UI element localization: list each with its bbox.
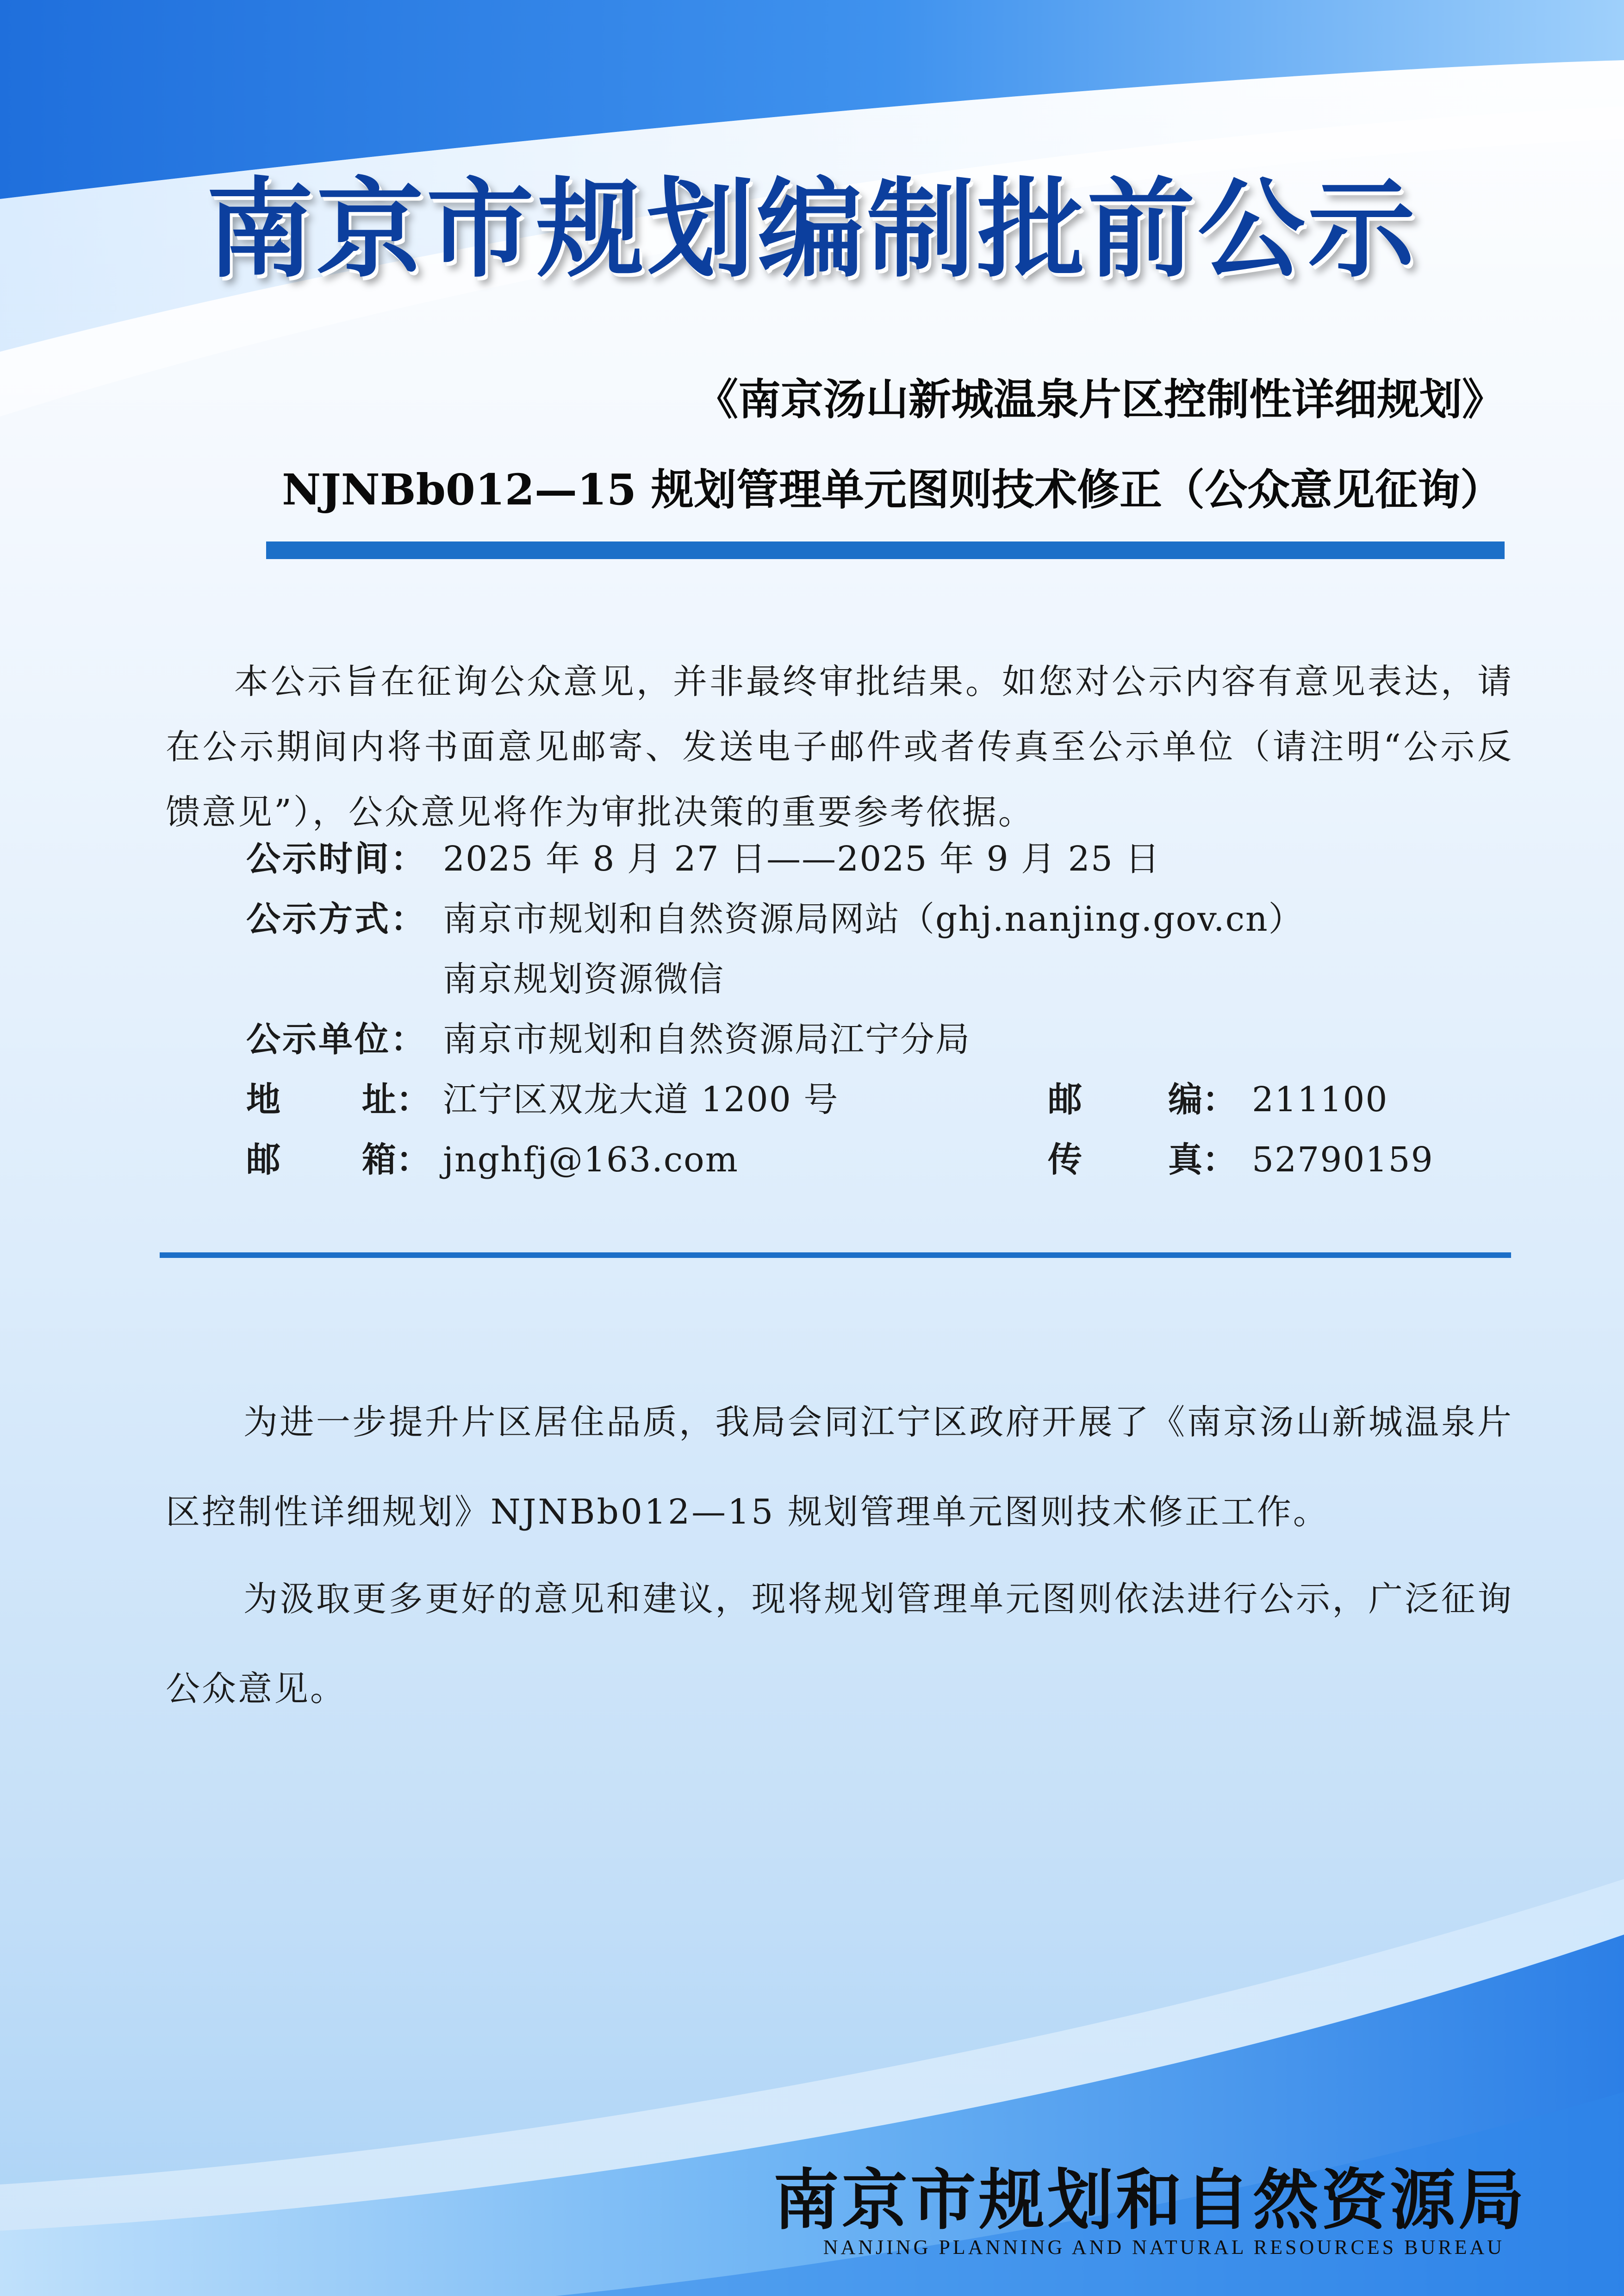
subtitle-plan-unit: NJNBb012—15 规划管理单元图则技术修正（公众意见征询） — [282, 465, 1503, 515]
info-row-method — [246, 889, 1434, 949]
time-label: 公示时间： — [246, 839, 427, 879]
info-row-address — [246, 1070, 1434, 1130]
subtitle-plan-name: 《南京汤山新城温泉片区控制性详细规划》 — [695, 374, 1505, 424]
address-label: 地 址： — [246, 1080, 430, 1120]
unit-label: 公示单位： — [246, 1020, 427, 1059]
method-value-wechat: 南京规划资源微信 — [443, 959, 724, 999]
main-title: 南京市规划编制批前公示 — [206, 166, 1418, 292]
footer-org-name-en: NANJING PLANNING AND NATURAL RESOURCES BUREAU — [823, 2236, 1505, 2259]
top-divider — [266, 541, 1505, 559]
unit-value: 南京市规划和自然资源局江宁分局 — [443, 1020, 971, 1059]
info-row-method-2 — [246, 949, 1434, 1009]
method-value-website: 南京市规划和自然资源局网站（ghj.nanjing.gov.cn） — [443, 899, 1304, 939]
body-paragraph-2: 为汲取更多更好的意见和建议，现将规划管理单元图则依法进行公示，广泛征询公众意见。 — [166, 1579, 1513, 1709]
email-label: 邮 箱： — [246, 1140, 430, 1180]
fax-value: 52790159 — [1252, 1140, 1434, 1180]
postcode-value: 211100 — [1252, 1080, 1388, 1120]
fax-label: 传 真： — [1048, 1140, 1237, 1180]
info-row-unit — [246, 1009, 1434, 1070]
info-row-email — [246, 1130, 1434, 1190]
body-paragraph-1: 为进一步提升片区居住品质，我局会同江宁区政府开展了《南京汤山新城温泉片区控制性详细规划》NJNBb012—15 规划管理单元图则技术修正工作。 — [166, 1402, 1513, 1532]
info-row-time — [246, 829, 1434, 889]
footer-org-name: 南京市规划和自然资源局 — [773, 2162, 1527, 2239]
method-label: 公示方式： — [246, 899, 427, 939]
info-block — [246, 829, 1434, 1190]
email-value: jnghfj@163.com — [443, 1140, 739, 1180]
middle-divider — [160, 1252, 1511, 1258]
postcode-label: 邮 编： — [1048, 1080, 1237, 1120]
intro-paragraph: 本公示旨在征询公众意见，并非最终审批结果。如您对公示内容有意见表达，请在公示期间内将书面意见邮寄、发送电子邮件或者传真至公示单位（请注明“公示反馈意见”），公众意见将作为审批决策的重要参考依据。 — [166, 662, 1513, 832]
time-value: 2025 年 8 月 27 日——2025 年 9 月 25 日 — [443, 839, 1161, 879]
address-value: 江宁区双龙大道 1200 号 — [443, 1080, 839, 1120]
